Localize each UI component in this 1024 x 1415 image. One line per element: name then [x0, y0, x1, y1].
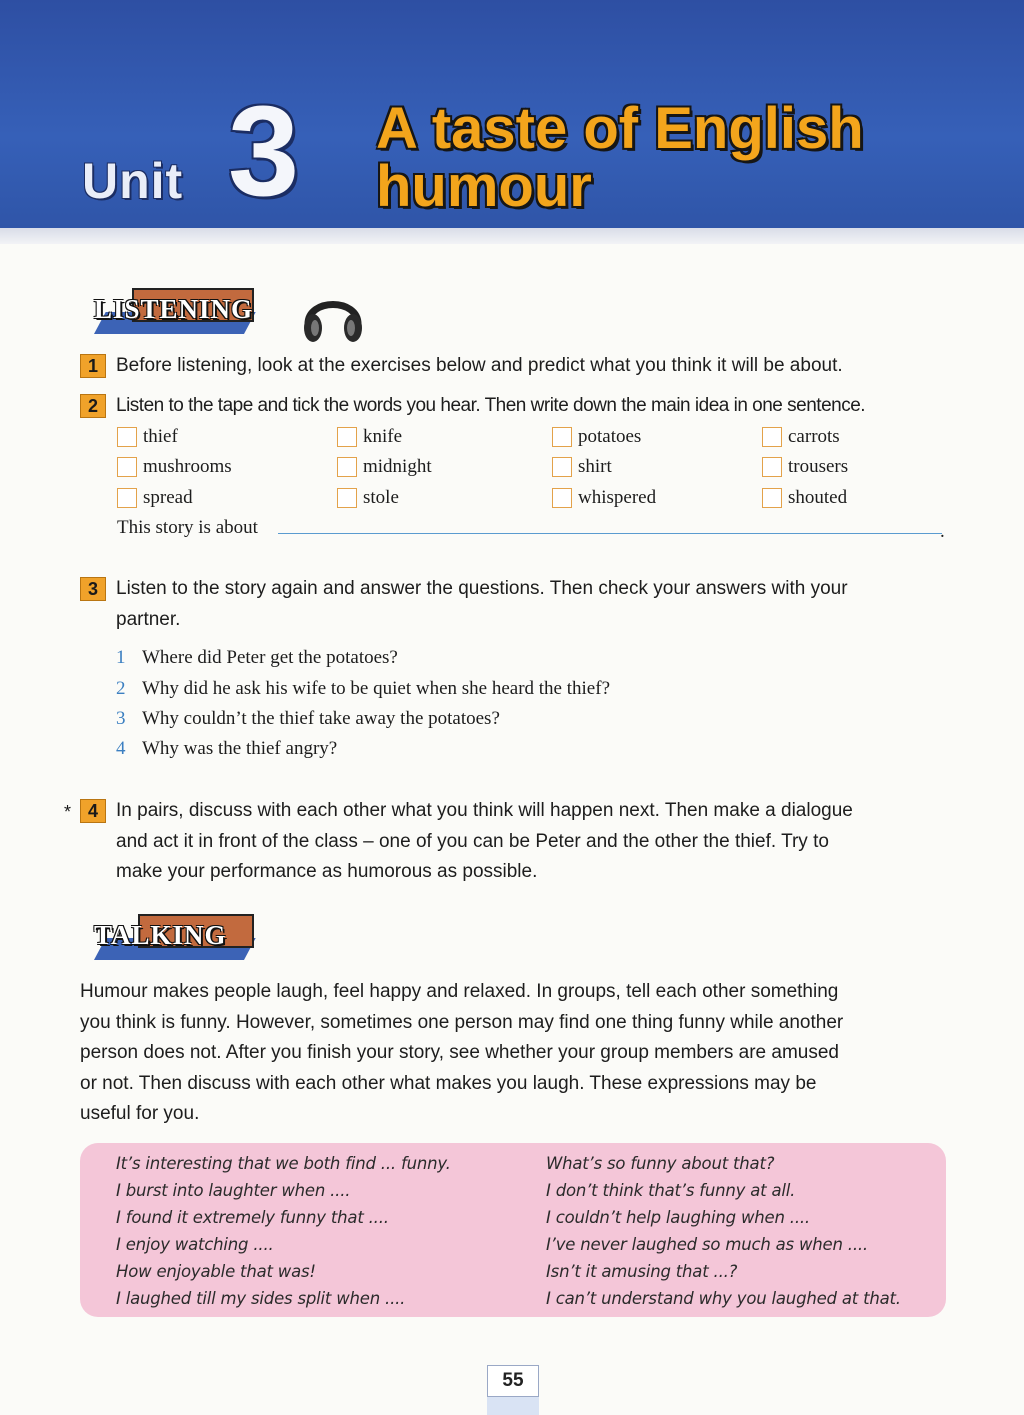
expression: I laughed till my sides split when .... — [116, 1289, 406, 1308]
exercise-1-number: 1 — [80, 354, 106, 378]
expression: I’ve never laughed so much as when .... — [546, 1235, 868, 1254]
exercise-3-text — [116, 574, 956, 635]
checkbox[interactable] — [552, 488, 572, 508]
word-option-carrots[interactable] — [762, 425, 840, 449]
exercise-3-line1: Listen to the story again and answer the questions. Then check your answers with your — [116, 578, 848, 599]
word-option-shouted[interactable] — [762, 486, 847, 510]
word-label: spread — [143, 487, 193, 508]
word-label: midnight — [363, 456, 432, 477]
word-label: shirt — [578, 456, 612, 477]
expression: How enjoyable that was! — [116, 1262, 316, 1281]
expression: I found it extremely funny that .... — [116, 1208, 389, 1227]
talking-line: person does not. After you finish your story, see whether your group members are amused — [80, 1042, 839, 1063]
page-number: 55 — [487, 1365, 539, 1397]
talking-line: Humour makes people laugh, feel happy and relaxed. In groups, tell each other something — [80, 981, 839, 1002]
checkbox[interactable] — [337, 488, 357, 508]
story-answer-line[interactable] — [278, 533, 942, 534]
checkbox[interactable] — [337, 427, 357, 447]
word-option-stole[interactable] — [337, 486, 399, 510]
word-label: carrots — [788, 426, 840, 447]
checkbox[interactable] — [762, 427, 782, 447]
exercise-1-text: Before listening, look at the exercises below and predict what you think it will be about. — [116, 355, 843, 376]
word-label: mushrooms — [143, 456, 232, 477]
word-label: stole — [363, 487, 399, 508]
expression: What’s so funny about that? — [546, 1154, 775, 1173]
unit-title — [376, 96, 864, 219]
word-option-thief[interactable] — [117, 425, 178, 449]
exercise-3-number: 3 — [80, 577, 106, 601]
exercise-4-line3: make your performance as humorous as possible. — [116, 861, 538, 882]
unit-title-line2: humour — [376, 154, 592, 219]
word-label: potatoes — [578, 426, 642, 447]
exercise-4-text — [116, 796, 956, 888]
unit-label: Unit — [82, 153, 184, 209]
checkbox[interactable] — [117, 457, 137, 477]
exercise-3-line2: partner. — [116, 608, 181, 630]
talking-instructions — [80, 977, 960, 1130]
word-label: knife — [363, 426, 403, 447]
page-number-tab — [487, 1397, 539, 1415]
word-label: whispered — [578, 487, 657, 508]
exercise-4-line2: and act it in front of the class – one of you can be Peter and the other the thief. Try to — [116, 830, 829, 852]
word-option-potatoes[interactable] — [552, 425, 641, 449]
expression: Isn’t it amusing that ...? — [546, 1262, 738, 1281]
question-2-number: 2 — [116, 678, 126, 699]
listening-heading — [82, 288, 262, 334]
header-divider — [0, 228, 1024, 244]
word-option-midnight[interactable] — [337, 455, 432, 479]
unit-number: 3 — [228, 80, 300, 223]
story-period: . — [940, 521, 945, 542]
word-option-knife[interactable] — [337, 425, 402, 449]
talking-line: you think is funny. However, sometimes one person may find one thing funny while another — [80, 1011, 844, 1033]
optional-star: * — [64, 802, 72, 822]
exercise-4-number: 4 — [80, 799, 106, 823]
question-4-text: Why was the thief angry? — [142, 738, 338, 759]
talking-line: or not. Then discuss with each other what makes you laugh. These expressions may be — [80, 1072, 817, 1094]
word-option-whispered[interactable] — [552, 486, 656, 510]
story-prompt: This story is about — [117, 517, 258, 538]
question-4-number: 4 — [116, 738, 126, 759]
word-option-mushrooms[interactable] — [117, 455, 232, 479]
expression: I couldn’t help laughing when .... — [546, 1208, 810, 1227]
talking-heading-text: TALKING — [94, 920, 227, 950]
listening-heading-text: LISTENING — [94, 294, 254, 324]
expression: I can’t understand why you laughed at that. — [546, 1289, 901, 1308]
expression: I enjoy watching .... — [116, 1235, 274, 1254]
word-label: thief — [143, 426, 178, 447]
checkbox[interactable] — [337, 457, 357, 477]
word-option-trousers[interactable] — [762, 455, 848, 479]
word-label: shouted — [788, 487, 848, 508]
word-option-spread[interactable] — [117, 486, 193, 510]
expression: I don’t think that’s funny at all. — [546, 1181, 796, 1200]
checkbox[interactable] — [117, 488, 137, 508]
checkbox[interactable] — [117, 427, 137, 447]
question-1-number: 1 — [116, 647, 126, 668]
exercise-4-line1: In pairs, discuss with each other what you think will happen next. Then make a dialogue — [116, 800, 853, 821]
question-3-number: 3 — [116, 708, 126, 729]
exercise-2-number: 2 — [80, 394, 106, 418]
checkbox[interactable] — [552, 427, 572, 447]
exercise-2-text: Listen to the tape and tick the words you hear. Then write down the main idea in one sentence. — [116, 395, 866, 416]
checkbox[interactable] — [762, 457, 782, 477]
checkbox[interactable] — [552, 457, 572, 477]
question-3-text: Why couldn’t the thief take away the potatoes? — [142, 708, 500, 729]
question-2-text: Why did he ask his wife to be quiet when she heard the thief? — [142, 678, 610, 699]
talking-line: useful for you. — [80, 1103, 200, 1124]
expressions-left-column — [116, 1150, 536, 1312]
talking-heading — [82, 914, 262, 960]
word-label: trousers — [788, 456, 849, 477]
expressions-right-column — [546, 1150, 942, 1312]
expression: It’s interesting that we both find ... funny. — [116, 1154, 451, 1173]
checkbox[interactable] — [762, 488, 782, 508]
unit-title-line1: A taste of English — [376, 96, 864, 161]
question-1-text: Where did Peter get the potatoes? — [142, 647, 398, 668]
word-option-shirt[interactable] — [552, 455, 612, 479]
expression: I burst into laughter when .... — [116, 1181, 351, 1200]
headphones-icon — [298, 286, 368, 346]
